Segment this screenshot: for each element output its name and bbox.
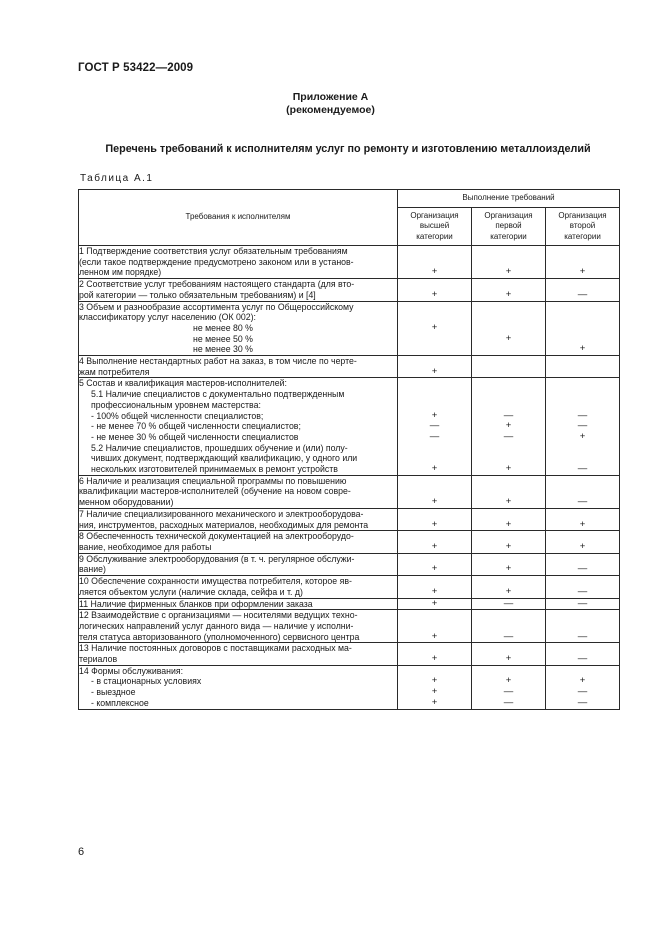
- fulfillment-mark: +: [579, 266, 586, 278]
- fulfillment-mark: —: [577, 597, 588, 609]
- table-row: [79, 356, 620, 378]
- fulfillment-mark: [472, 610, 545, 621]
- mark-cell-category-3: [546, 301, 620, 356]
- mark-cell-category-3: [546, 598, 620, 610]
- fulfillment-mark: [546, 356, 619, 367]
- fulfillment-mark: —: [577, 696, 588, 708]
- mark-cell-category-1: [398, 246, 472, 279]
- requirement-cell: [79, 356, 398, 378]
- table-row: [79, 246, 620, 279]
- requirement-cell: [79, 576, 398, 598]
- fulfillment-mark: +: [505, 496, 512, 508]
- fulfillment-mark: [546, 509, 619, 520]
- header-line: категории: [490, 231, 527, 241]
- fulfillment-mark: [472, 312, 545, 323]
- requirement-line: 11 Наличие фирменных бланков при оформлении заказа: [79, 598, 313, 609]
- requirement-line: 3 Объем и разнообразие ассортимента услуг по Общероссийскому: [79, 301, 354, 312]
- requirement-line: профессиональным уровнем мастерства:: [91, 399, 261, 410]
- fulfillment-mark: [398, 476, 471, 487]
- requirement-line: 5.2 Наличие специалистов, прошедших обучение и (или) полу-: [91, 442, 348, 453]
- requirement-line: ляется объектом услуги (наличие склада, сейфа и т. д): [79, 586, 303, 597]
- requirement-line: 8 Обеспеченность технической документацией на электрооборудо-: [79, 531, 354, 542]
- requirement-line: 4 Выполнение нестандартных работ на заказ, в том числе по черте-: [79, 356, 357, 367]
- mark-cell-category-1: [398, 665, 472, 709]
- fulfillment-mark: +: [431, 540, 438, 552]
- requirement-line: - в стационарных условиях: [91, 676, 202, 687]
- fulfillment-mark: —: [503, 696, 514, 708]
- fulfillment-mark: —: [577, 409, 588, 421]
- fulfillment-mark: +: [505, 266, 512, 278]
- table-row: [79, 643, 620, 665]
- requirement-cell: [79, 610, 398, 643]
- fulfillment-mark: +: [431, 321, 438, 333]
- requirement-cell: [79, 378, 398, 475]
- mark-cell-category-2: [472, 643, 546, 665]
- fulfillment-mark: —: [577, 420, 588, 432]
- requirement-cell: [79, 508, 398, 530]
- table-row: [79, 301, 620, 356]
- requirement-line: - выездное: [91, 687, 136, 698]
- appendix-heading: [0, 91, 661, 117]
- fulfillment-mark: —: [503, 630, 514, 642]
- header-fulfillment: Выполнение требований: [398, 190, 620, 208]
- fulfillment-mark: [472, 356, 545, 367]
- header-line: Организация: [484, 210, 533, 220]
- requirement-line: 10 Обеспечение сохранности имущества потребителя, которое яв-: [79, 576, 352, 587]
- table-row: [79, 475, 620, 508]
- fulfillment-mark: +: [431, 266, 438, 278]
- table-row: [79, 531, 620, 553]
- fulfillment-mark: [472, 302, 545, 313]
- fulfillment-mark: —: [577, 496, 588, 508]
- mark-cell-category-3: [546, 610, 620, 643]
- fulfillment-mark: [546, 323, 619, 334]
- table-row: [79, 576, 620, 598]
- requirement-line: нескольких изготовителей принимаемых в ремонт устройств: [91, 464, 338, 475]
- mark-cell-category-1: [398, 508, 472, 530]
- fulfillment-mark: [472, 323, 545, 334]
- header-second-category: [546, 208, 620, 246]
- fulfillment-mark: +: [579, 518, 586, 530]
- fulfillment-mark: —: [503, 686, 514, 698]
- fulfillment-mark: [472, 389, 545, 400]
- appendix-title: Приложение А: [292, 91, 369, 103]
- fulfillment-mark: +: [505, 653, 512, 664]
- requirement-cell: [79, 531, 398, 553]
- fulfillment-mark: [398, 334, 471, 345]
- fulfillment-mark: +: [431, 696, 438, 708]
- fulfillment-mark: [472, 378, 545, 389]
- fulfillment-mark: [546, 302, 619, 313]
- fulfillment-mark: +: [505, 462, 512, 474]
- table-header: [79, 190, 620, 246]
- mark-cell-category-2: [472, 279, 546, 301]
- requirement-cell: [79, 279, 398, 301]
- fulfillment-mark: +: [431, 675, 438, 687]
- requirement-line: теля статуса авторизованного (уполномоченного) сервисного центра: [79, 631, 360, 642]
- fulfillment-mark: [546, 367, 619, 378]
- requirement-cell: [79, 475, 398, 508]
- mark-cell-category-1: [398, 643, 472, 665]
- header-line: категории: [416, 231, 453, 241]
- table-row: [79, 598, 620, 610]
- fulfillment-mark: [398, 621, 471, 632]
- fulfillment-mark: +: [505, 518, 512, 530]
- fulfillment-mark: +: [431, 597, 438, 609]
- requirement-line: 5 Состав и квалификация мастеров-исполнителей:: [79, 378, 287, 389]
- requirement-cell: [79, 246, 398, 279]
- mark-cell-category-1: [398, 356, 472, 378]
- fulfillment-mark: —: [577, 686, 588, 698]
- fulfillment-mark: +: [505, 585, 512, 597]
- mark-cell-category-3: [546, 378, 620, 475]
- header-line: высшей: [419, 221, 450, 231]
- requirement-line: не менее 30 %: [193, 344, 253, 355]
- header-line: Организация: [558, 210, 607, 220]
- fulfillment-mark: +: [431, 288, 438, 300]
- mark-cell-category-2: [472, 246, 546, 279]
- mark-cell-category-3: [546, 576, 620, 598]
- fulfillment-mark: [398, 509, 471, 520]
- fulfillment-mark: [546, 621, 619, 632]
- requirement-cell: [79, 665, 398, 709]
- fulfillment-mark: [546, 312, 619, 323]
- requirement-line: вание): [79, 564, 106, 575]
- requirement-line: - комплексное: [91, 697, 149, 708]
- fulfillment-mark: +: [579, 343, 586, 355]
- fulfillment-mark: [398, 246, 471, 257]
- fulfillment-mark: —: [577, 563, 588, 575]
- requirement-line: (если такое подтверждение предусмотрено законом или в установ-: [79, 256, 354, 267]
- mark-cell-category-3: [546, 643, 620, 665]
- mark-cell-category-1: [398, 531, 472, 553]
- requirement-line: 5.1 Наличие специалистов с документально подтвержденным: [91, 389, 345, 400]
- table-row: [79, 553, 620, 575]
- requirement-line: не менее 80 %: [193, 322, 253, 333]
- table-label: Таблица А.1: [80, 173, 154, 184]
- requirement-cell: [79, 553, 398, 575]
- fulfillment-mark: [472, 400, 545, 411]
- mark-cell-category-3: [546, 508, 620, 530]
- fulfillment-mark: +: [431, 365, 438, 377]
- fulfillment-mark: [546, 378, 619, 389]
- fulfillment-mark: [546, 246, 619, 257]
- fulfillment-mark: [546, 610, 619, 621]
- fulfillment-mark: [546, 443, 619, 454]
- fulfillment-mark: +: [579, 675, 586, 687]
- mark-cell-category-1: [398, 576, 472, 598]
- fulfillment-mark: +: [579, 430, 586, 442]
- fulfillment-mark: +: [431, 496, 438, 508]
- mark-cell-category-1: [398, 279, 472, 301]
- mark-cell-category-1: [398, 598, 472, 610]
- mark-cell-category-2: [472, 665, 546, 709]
- fulfillment-mark: [472, 344, 545, 355]
- requirement-line: - 100% общей численности специалистов;: [91, 410, 264, 421]
- fulfillment-mark: +: [505, 288, 512, 300]
- mark-cell-category-2: [472, 378, 546, 475]
- mark-cell-category-2: [472, 301, 546, 356]
- fulfillment-mark: +: [431, 563, 438, 575]
- fulfillment-mark: —: [577, 462, 588, 474]
- fulfillment-mark: —: [429, 430, 440, 442]
- requirement-line: 7 Наличие специализированного механического и электрооборудова-: [79, 508, 364, 519]
- requirement-line: 12 Взаимодействие с организациями — носителями ведущих техно-: [79, 610, 358, 621]
- mark-cell-category-2: [472, 531, 546, 553]
- fulfillment-mark: —: [503, 409, 514, 421]
- fulfillment-mark: +: [431, 630, 438, 642]
- fulfillment-mark: [546, 389, 619, 400]
- table-row: [79, 279, 620, 301]
- requirement-line: - не менее 30 % общей численности специалистов: [91, 431, 299, 442]
- fulfillment-mark: [398, 378, 471, 389]
- mark-cell-category-3: [546, 665, 620, 709]
- fulfillment-mark: —: [503, 430, 514, 442]
- fulfillment-mark: +: [579, 540, 586, 552]
- mark-cell-category-2: [472, 508, 546, 530]
- requirement-line: 9 Обслуживание электрооборудования (в т. ч. регулярное обслужи-: [79, 553, 355, 564]
- requirement-line: не менее 50 %: [193, 333, 253, 344]
- mark-cell-category-2: [472, 356, 546, 378]
- table-row: [79, 665, 620, 709]
- fulfillment-mark: —: [577, 653, 588, 664]
- fulfillment-mark: +: [505, 420, 512, 432]
- fulfillment-mark: +: [431, 585, 438, 597]
- document-code: ГОСТ Р 53422—2009: [78, 62, 194, 74]
- requirement-line: 6 Наличие и реализация специальной программы по повышению: [79, 475, 347, 486]
- requirement-line: чивших документ, подтверждающий квалификацию, у одного или: [91, 453, 358, 464]
- fulfillment-mark: [472, 246, 545, 257]
- mark-cell-category-3: [546, 279, 620, 301]
- requirement-cell: [79, 643, 398, 665]
- header-requirements: Требования к исполнителям: [79, 190, 398, 246]
- requirement-line: жам потребителя: [79, 366, 150, 377]
- mark-cell-category-1: [398, 610, 472, 643]
- mark-cell-category-1: [398, 553, 472, 575]
- fulfillment-mark: —: [577, 630, 588, 642]
- requirement-line: ния, инструментов, расходных материалов, необходимых для ремонта: [79, 519, 369, 530]
- requirement-cell: [79, 301, 398, 356]
- fulfillment-mark: [398, 389, 471, 400]
- requirement-line: вание, необходимое для работы: [79, 541, 212, 552]
- fulfillment-mark: —: [577, 585, 588, 597]
- fulfillment-mark: +: [505, 540, 512, 552]
- header-line: первой: [495, 221, 522, 231]
- fulfillment-mark: [398, 443, 471, 454]
- page-number: 6: [78, 846, 85, 858]
- fulfillment-mark: +: [505, 332, 512, 344]
- mark-cell-category-2: [472, 598, 546, 610]
- fulfillment-mark: +: [505, 675, 512, 687]
- requirement-line: менном оборудовании): [79, 497, 174, 508]
- header-first-category: [472, 208, 546, 246]
- fulfillment-mark: [472, 476, 545, 487]
- fulfillment-mark: —: [503, 597, 514, 609]
- mark-cell-category-1: [398, 475, 472, 508]
- table-row: [79, 508, 620, 530]
- mark-cell-category-1: [398, 301, 472, 356]
- fulfillment-mark: +: [431, 462, 438, 474]
- fulfillment-mark: +: [505, 563, 512, 575]
- fulfillment-mark: [472, 509, 545, 520]
- requirement-line: 13 Наличие постоянных договоров с поставщиками расходных ма-: [79, 643, 352, 654]
- header-top-category: [398, 208, 472, 246]
- header-line: Организация: [410, 210, 459, 220]
- document-title: Перечень требований к исполнителям услуг по ремонту и изготовлению металлоизделий: [105, 143, 591, 155]
- fulfillment-mark: [398, 610, 471, 621]
- requirement-cell: [79, 598, 398, 610]
- requirement-line: логических направлений услуг данного вида — наличие у исполни-: [79, 620, 354, 631]
- requirement-line: 2 Соответствие услуг требованиям настоящего стандарта (для вто-: [79, 279, 355, 290]
- fulfillment-mark: +: [431, 409, 438, 421]
- table-row: [79, 610, 620, 643]
- table-body: [79, 246, 620, 710]
- requirement-line: 1 Подтверждение соответствия услуг обязательным требованиям: [79, 246, 348, 256]
- requirement-line: териалов: [79, 654, 118, 665]
- requirement-line: квалификации мастеров-исполнителей (обучение на новом совре-: [79, 486, 351, 497]
- mark-cell-category-3: [546, 246, 620, 279]
- fulfillment-mark: —: [429, 420, 440, 432]
- fulfillment-mark: [398, 344, 471, 355]
- fulfillment-mark: [472, 367, 545, 378]
- fulfillment-mark: +: [431, 653, 438, 664]
- mark-cell-category-3: [546, 475, 620, 508]
- mark-cell-category-3: [546, 356, 620, 378]
- requirement-line: - не менее 70 % общей численности специалистов;: [91, 421, 301, 432]
- fulfillment-mark: [546, 476, 619, 487]
- requirement-line: 14 Формы обслуживания:: [79, 665, 184, 676]
- requirements-table: [78, 189, 620, 710]
- fulfillment-mark: [398, 302, 471, 313]
- appendix-subtitle: (рекомендуемое): [286, 104, 375, 116]
- requirement-line: классификатору услуг населению (ОК 002):: [79, 312, 256, 323]
- mark-cell-category-2: [472, 576, 546, 598]
- requirement-line: рой категории — только обязательным требованиям) и [4]: [79, 289, 316, 300]
- mark-cell-category-2: [472, 553, 546, 575]
- fulfillment-mark: [472, 621, 545, 632]
- fulfillment-mark: [546, 400, 619, 411]
- mark-cell-category-1: [398, 378, 472, 475]
- mark-cell-category-3: [546, 553, 620, 575]
- mark-cell-category-2: [472, 475, 546, 508]
- fulfillment-mark: +: [431, 686, 438, 698]
- fulfillment-mark: [472, 443, 545, 454]
- fulfillment-mark: +: [431, 518, 438, 530]
- header-line: второй: [569, 221, 596, 231]
- mark-cell-category-2: [472, 610, 546, 643]
- mark-cell-category-3: [546, 531, 620, 553]
- requirement-line: ленном им порядке): [79, 267, 162, 278]
- fulfillment-mark: —: [577, 288, 588, 300]
- fulfillment-mark: [398, 400, 471, 411]
- table-row: [79, 378, 620, 475]
- header-line: категории: [564, 231, 601, 241]
